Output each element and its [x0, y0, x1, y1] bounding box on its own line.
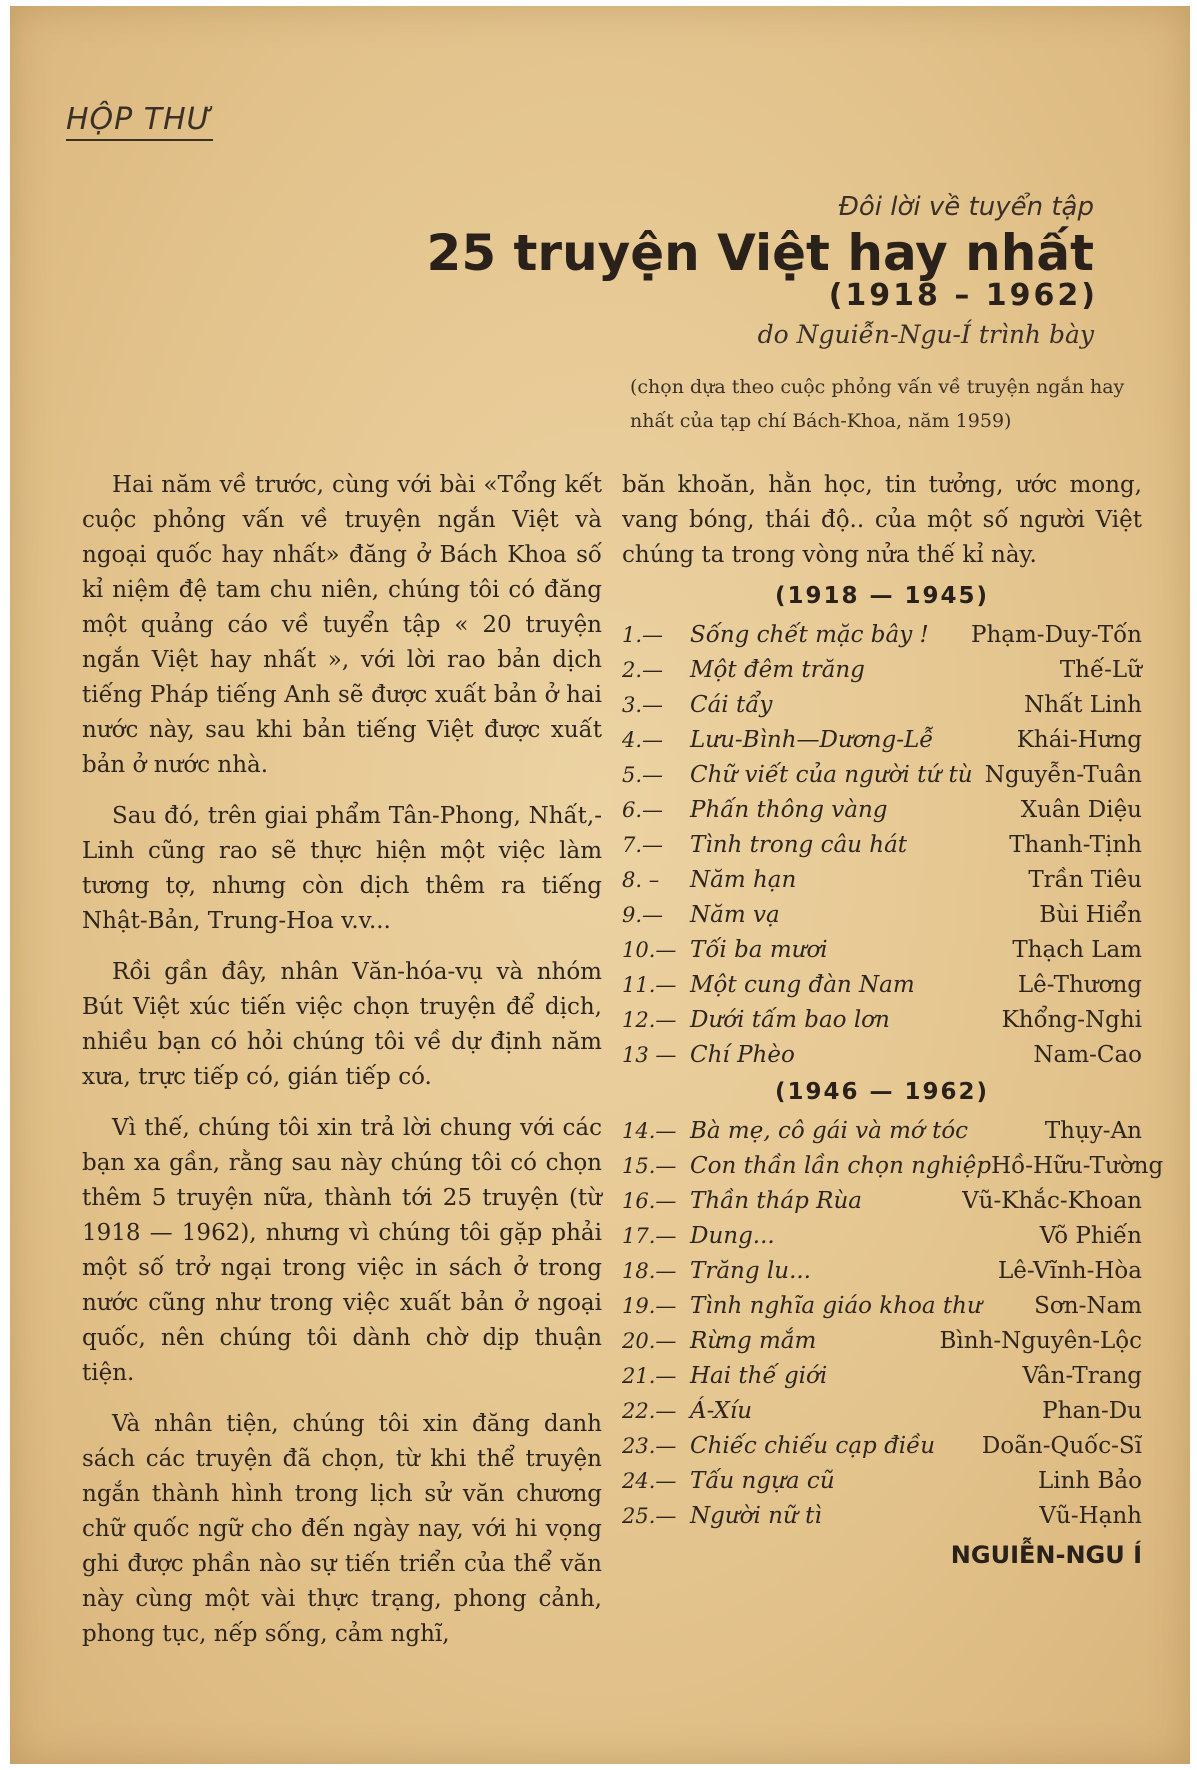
story-author: Lê-Vĩnh-Hòa	[998, 1258, 1142, 1284]
story-item	[622, 863, 1142, 898]
story-title: Tình nghĩa giáo khoa thư	[690, 1293, 982, 1319]
story-item	[622, 1429, 1142, 1464]
story-number: 11.—	[622, 973, 677, 997]
article-title: 25 truyện Việt hay nhất	[426, 224, 1094, 282]
story-number: 20.—	[622, 1329, 677, 1353]
story-item	[622, 1324, 1142, 1359]
story-author: Khổng-Nghi	[1001, 1007, 1142, 1033]
story-number: 18.—	[622, 1259, 677, 1283]
story-author: Thụy-An	[1044, 1118, 1142, 1144]
story-number: 13 —	[622, 1043, 677, 1067]
story-author: Bùi Hiển	[1039, 902, 1142, 928]
story-author: Vũ-Khắc-Khoan	[962, 1188, 1142, 1214]
magazine-page	[10, 6, 1190, 1764]
story-item	[622, 1114, 1142, 1149]
story-number: 14.—	[622, 1119, 677, 1143]
author-signature: NGUIỄN-NGU Í	[950, 1541, 1142, 1569]
story-author: Phạm-Duy-Tốn	[970, 622, 1142, 648]
story-author: Võ Phiến	[1039, 1223, 1142, 1249]
story-item	[622, 618, 1142, 653]
story-number: 17.—	[622, 1224, 677, 1248]
story-item	[622, 793, 1142, 828]
story-number: 4.—	[622, 728, 664, 752]
story-author: Trần Tiêu	[1028, 867, 1142, 893]
story-number: 5.—	[622, 763, 664, 787]
story-author: Thanh-Tịnh	[1009, 832, 1142, 858]
story-title: Bà mẹ, cô gái và mớ tóc	[690, 1118, 969, 1144]
story-author: Lê-Thương	[1017, 972, 1142, 998]
story-title: Một cung đàn Nam	[690, 972, 915, 998]
story-item	[622, 1464, 1142, 1499]
story-title: Một đêm trăng	[690, 657, 865, 683]
body-paragraph: Và nhân tiện, chúng tôi xin đăng danh sách các truyện đã chọn, từ khi thể truyện ngắn thành hình trong lịch sử văn chương chữ quốc ngữ cho đến ngày nay, với hi vọng ghi được phần nào sự tiến triển của thể văn này cùng một vài thực trạng, phong cảnh, phong tục, nếp sống, cảm nghĩ,	[82, 1411, 602, 1647]
story-number: 23.—	[622, 1434, 677, 1458]
section-label: HỘP THƯ	[66, 102, 213, 141]
story-group	[622, 618, 1142, 1073]
story-title: Năm hạn	[690, 867, 797, 893]
story-number: 7.—	[622, 833, 664, 857]
story-author: Nguyễn-Tuân	[984, 762, 1142, 788]
story-number: 3.—	[622, 693, 664, 717]
story-number: 9.—	[622, 903, 664, 927]
story-author: Vũ-Hạnh	[1039, 1503, 1142, 1529]
selection-note: (chọn dựa theo cuộc phỏng vấn về truyện ngắn hay nhất của tạp chí Bách-Khoa, năm 1959)	[630, 376, 1125, 432]
story-number: 24.—	[622, 1469, 677, 1493]
story-author: Nhất Linh	[1024, 692, 1142, 718]
story-item	[622, 933, 1142, 968]
left-column	[82, 468, 602, 1668]
story-title: Tối ba mươi	[690, 937, 828, 963]
story-author: Linh Bảo	[1037, 1468, 1142, 1494]
story-item	[622, 1289, 1142, 1324]
story-item	[622, 688, 1142, 723]
story-group	[622, 1114, 1164, 1534]
story-title: Chữ viết của người tứ tù	[690, 762, 973, 788]
story-title: Sống chết mặc bây !	[690, 622, 929, 648]
story-title: Á-Xíu	[690, 1398, 753, 1424]
story-title: Hai thế giới	[690, 1363, 828, 1389]
story-number: 12.—	[622, 1008, 677, 1032]
story-number: 19.—	[622, 1294, 677, 1318]
story-item	[622, 1219, 1142, 1254]
story-number: 21.—	[622, 1364, 677, 1388]
story-number: 16.—	[622, 1189, 677, 1213]
story-item	[622, 828, 1142, 863]
body-paragraph: Rồi gần đây, nhân Văn-hóa-vụ và nhóm Bút Việt xúc tiến việc chọn truyện để dịch, nhiều bạn có hỏi chúng tôi về dự định năm xưa, trực tiếp có, gián tiếp có.	[82, 959, 602, 1090]
story-item	[622, 758, 1142, 793]
story-number: 15.—	[622, 1154, 677, 1178]
story-item	[622, 898, 1142, 933]
story-number: 2.—	[622, 658, 664, 682]
story-author: Doãn-Quốc-Sĩ	[981, 1433, 1142, 1459]
story-title: Dung...	[690, 1223, 775, 1249]
article-byline: do Nguiễn-Ngu-Í trình bày	[757, 320, 1094, 349]
period-heading: (1918 — 1945)	[774, 583, 990, 609]
story-author: Thế-Lữ	[1059, 657, 1142, 683]
story-item	[622, 1003, 1142, 1038]
story-author: Thạch Lam	[1012, 937, 1142, 963]
story-number: 8. –	[622, 868, 660, 892]
story-title: Tấu ngựa cũ	[690, 1468, 835, 1494]
story-title: Rừng mắm	[690, 1328, 817, 1354]
story-title: Trăng lu...	[690, 1258, 811, 1284]
story-item	[622, 723, 1142, 758]
story-author: Xuân Diệu	[1020, 797, 1142, 823]
story-item	[622, 1038, 1142, 1073]
story-number: 22.—	[622, 1399, 677, 1423]
period-heading: (1946 — 1962)	[774, 1079, 990, 1105]
story-author: Khái-Hưng	[1016, 727, 1142, 753]
story-title: Tình trong câu hát	[690, 832, 908, 858]
right-column	[622, 468, 1164, 1573]
story-author: Vân-Trang	[1022, 1363, 1142, 1389]
story-list	[622, 579, 1164, 1534]
story-item	[622, 1499, 1142, 1534]
story-title: Năm vạ	[690, 902, 780, 928]
story-title: Lưu-Bình—Dương-Lễ	[690, 727, 934, 753]
story-title: Thần tháp Rùa	[690, 1188, 863, 1214]
story-title: Phấn thông vàng	[690, 797, 888, 823]
story-number: 10.—	[622, 938, 677, 962]
body-paragraph: Hai năm về trước, cùng với bài «Tổng kết cuộc phỏng vấn về truyện ngắn Việt và ngoại quốc hay nhất» đăng ở Bách Khoa số kỉ niệm đệ tam chu niên, chúng tôi có đăng một quảng cáo về tuyển tập « 20 truyện ngắn Việt hay nhất », với lời rao bản dịch tiếng Pháp tiếng Anh sẽ được xuất bản ở hai nước này, sau khi bản tiếng Việt được xuất bản ở nước nhà.	[82, 472, 602, 778]
body-paragraph: Vì thế, chúng tôi xin trả lời chung với các bạn xa gần, rằng sau này chúng tôi có chọn thêm 5 truyện nữa, thành tới 25 truyện (từ 1918 — 1962), nhưng vì chúng tôi gặp phải một số trở ngại trong việc in sách ở trong nước cũng như trong việc xuất bản ở ngoại quốc, nên chúng tôi dành chờ dịp thuận tiện.	[82, 1115, 602, 1386]
story-author: Hồ-Hữu-Tường	[991, 1153, 1164, 1179]
story-item	[622, 1254, 1142, 1289]
body-continuation: băn khoăn, hằn học, tin tưởng, ước mong, vang bóng, thái độ.. của một số người Việt chúng ta trong vòng nửa thế kỉ này.	[622, 472, 1142, 568]
story-item	[622, 1149, 1164, 1184]
story-title: Chiếc chiếu cạp điều	[690, 1433, 936, 1459]
article-kicker: Đôi lời về tuyển tập	[838, 192, 1094, 222]
story-item	[622, 653, 1142, 688]
story-title: Chí Phèo	[690, 1042, 795, 1068]
story-author: Nam-Cao	[1033, 1042, 1142, 1068]
story-item	[622, 1394, 1142, 1429]
story-item	[622, 1184, 1142, 1219]
story-number: 1.—	[622, 623, 664, 647]
article-years: (1918 – 1962)	[828, 278, 1098, 313]
story-item	[622, 1359, 1142, 1394]
story-title: Con thần lần chọn nghiệp	[690, 1153, 992, 1179]
story-author: Bình-Nguyên-Lộc	[939, 1328, 1142, 1354]
story-title: Cái tẩy	[690, 692, 773, 718]
story-number: 6.—	[622, 798, 664, 822]
story-number: 25.—	[622, 1504, 677, 1528]
story-title: Người nữ tì	[690, 1503, 822, 1529]
body-paragraph: Sau đó, trên giai phẩm Tân-Phong, Nhất,-Linh cũng rao sẽ thực hiện một việc làm tương tợ, nhưng còn dịch thêm ra tiếng Nhật-Bản, Trung-Hoa v.v...	[82, 803, 602, 934]
story-item	[622, 968, 1142, 1003]
story-title: Dưới tấm bao lơn	[690, 1007, 890, 1033]
story-author: Phan-Du	[1042, 1398, 1142, 1424]
story-author: Sơn-Nam	[1034, 1293, 1142, 1319]
